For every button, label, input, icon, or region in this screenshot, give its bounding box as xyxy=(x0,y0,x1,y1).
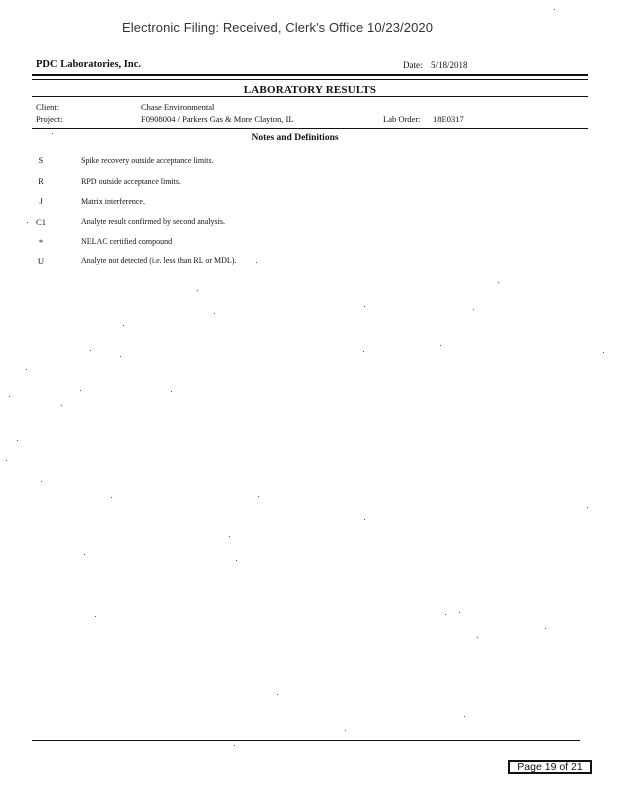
note-definition: Analyte not detected (i.e. less than RL or MDL). xyxy=(81,256,237,265)
note-code: C1 xyxy=(36,217,46,227)
client-rule xyxy=(32,128,588,129)
date-value: 5/18/2018 xyxy=(431,60,468,70)
note-definition: NELAC certified compound xyxy=(81,237,173,246)
date-label: Date: xyxy=(403,60,423,70)
note-code: R xyxy=(38,176,44,186)
project-label: Project: xyxy=(36,114,63,124)
lab-order-value: 18E0317 xyxy=(433,114,464,124)
note-code: * xyxy=(38,237,44,247)
note-definition: Matrix interference. xyxy=(81,197,145,206)
page-number: Page 19 of 21 xyxy=(517,761,583,773)
note-definition: Spike recovery outside acceptance limits. xyxy=(81,156,214,165)
footer-rule xyxy=(32,740,580,741)
lab-name: PDC Laboratories, Inc. xyxy=(36,59,141,70)
client-label: Client: xyxy=(36,102,60,112)
page-number-box xyxy=(508,760,592,774)
notes-title: Notes and Definitions xyxy=(251,133,339,143)
note-definition: RPD outside acceptance limits. xyxy=(81,177,181,186)
note-definition: Analyte result confirmed by second analysis. xyxy=(81,217,225,226)
note-code: U xyxy=(37,256,45,266)
filing-stamp: Electronic Filing: Received, Clerk's Office 10/23/2020 xyxy=(121,20,434,35)
lab-order-label: Lab Order: xyxy=(383,114,421,124)
title-rule xyxy=(32,96,588,97)
project-value: F0908004 / Parkers Gas & More Clayton, IL xyxy=(141,114,294,124)
header-rule-bottom xyxy=(32,79,588,80)
note-code: J xyxy=(39,196,43,206)
client-value: Chase Environmental xyxy=(141,102,215,112)
header-rule-top xyxy=(32,74,588,76)
report-title: LABORATORY RESULTS xyxy=(243,84,377,96)
note-code: S xyxy=(38,155,44,165)
